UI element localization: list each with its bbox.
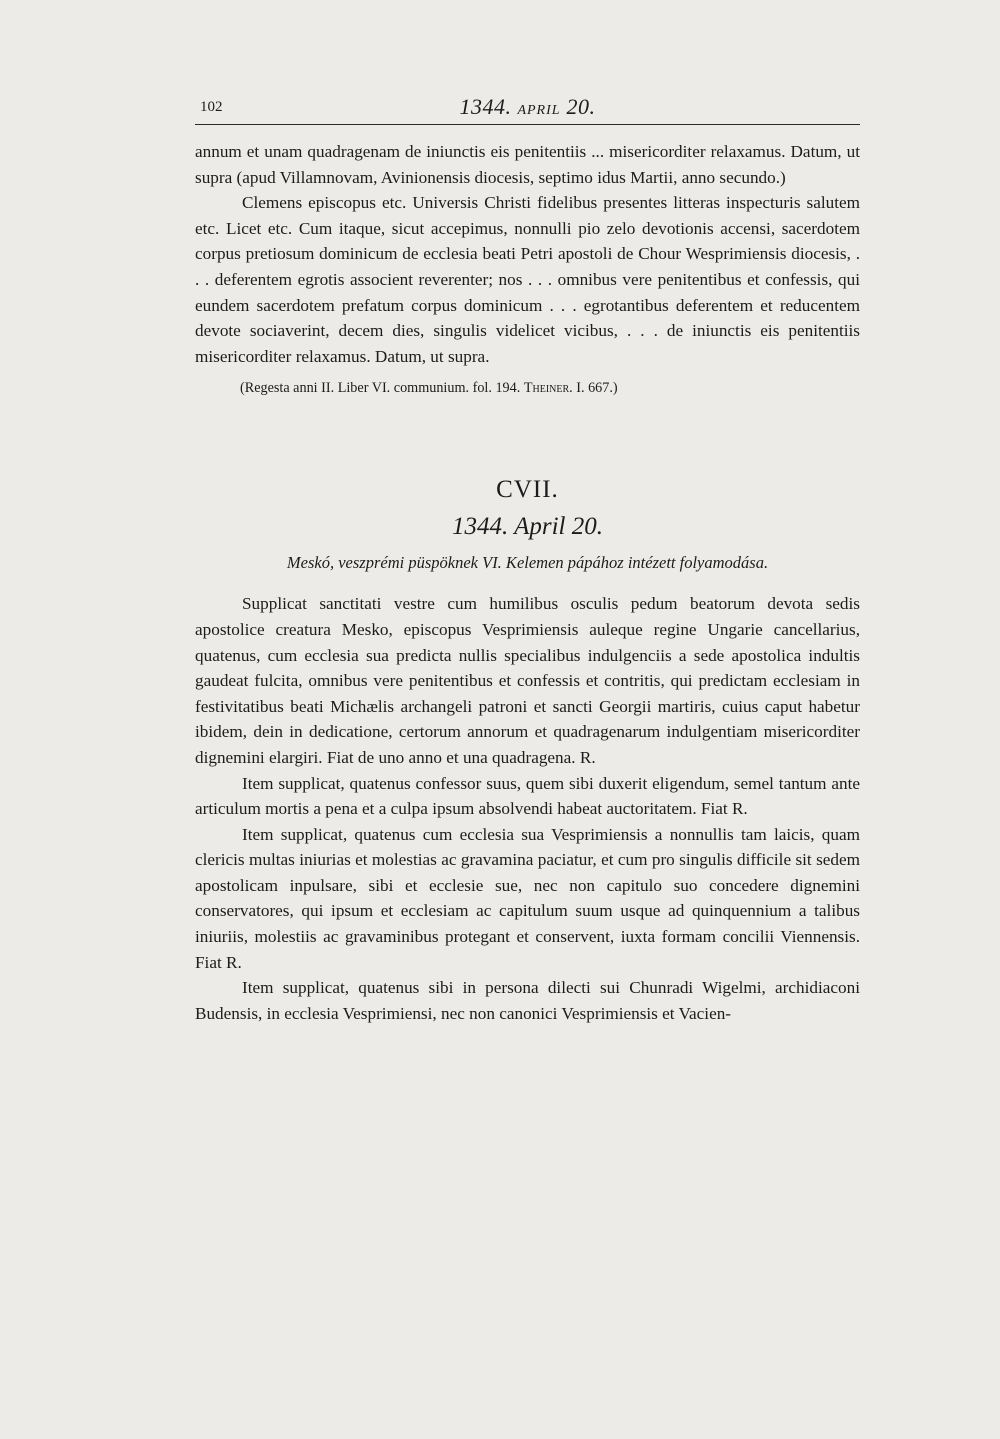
citation-ref: I. 667.) xyxy=(576,380,618,397)
running-head-month: APRIL xyxy=(517,103,561,118)
page xyxy=(195,92,860,1026)
document-number: CVII. xyxy=(496,476,559,504)
citation-text: (Regesta anni II. Liber VI. communium. fol. 194. xyxy=(240,380,521,397)
paragraph-supplicat: Supplicat sanctitati vestre cum humilibus osculis pedum beatorum devota sedis apostolice creatura Mesko, episcopus Vesprimiensis auleque regine Ungarie cancellarius, quatenus, cum ecclesia sua predicta nullis specialibus indulgenciis a sede apostolica indultis gaudeat fulcita, omnibus vere penitentibus et confessis et contritis, qui predictam ecclesiam in festivitatibus beati Michælis archangeli patroni et sancti Georgii martiris, cuius caput habetur ibidem, dein in dedicatione, certorum annorum et quadragenarum indulgentiam misericorditer dignemini elargiri. Fiat de uno anno et una quadragena. R. xyxy=(195,594,860,767)
running-head xyxy=(195,94,860,120)
citation-author: Theiner. xyxy=(523,380,573,397)
paragraph-clemens: Clemens episcopus etc. Universis Christi fidelibus presentes litteras inspecturis salutem etc. Licet etc. Cum itaque, sicut accepimus, nonnulli pio zelo devotionis accensi, sacerdotem corpus pretiosum dominicum de ecclesia beati Petri apostoli de Chour Wesprimiensis diocesis, . . . deferentem egrotis associent reverenter; nos . . . omnibus vere penitentibus et confessis, qui eundem sacerdotem prefatum corpus dominicum . . . egrotantibus deferentem et reducentem devote sociaverint, decem dies, singulis videlicet vicibus, . . . de iniunctis eis penitentiis misericorditer relaxamus. Datum, ut supra. xyxy=(195,193,860,366)
paragraph-continuation: annum et unam quadragenam de iniunctis eis penitentiis ... misericorditer relaxamus. Datum, ut supra (apud Villamnovam, Avinionensis diocesis, septimo idus Martii, anno secundo.) xyxy=(195,142,860,187)
document-summary: Meskó, veszprémi püspöknek VI. Kelemen pápához intézett folyamodása. xyxy=(286,553,769,573)
paragraph-item-confessor: Item supplicat, quatenus confessor suus, quem sibi duxerit eligendum, semel tantum ante articulum mortis a pena et a culpa ipsum absolvendi habeat auctoritatem. Fiat R. xyxy=(195,773,860,819)
document-date: 1344. April 20. xyxy=(452,513,603,541)
paragraph-item-chunradi: Item supplicat, quatenus sibi in persona dilecti sui Chunradi Wigelmi, archidiaconi Budensis, in ecclesia Vesprimiensi, nec non canonici Vesprimiensis et Vacien- xyxy=(195,978,860,1023)
page-number: 102 xyxy=(200,99,223,115)
paragraph-item-conservatores: Item supplicat, quatenus cum ecclesia sua Vesprimiensis a nonnullis tam laicis, quam clericis multas iniurias et molestias ac gravamina paciatur, et cum pro singulis difficile sit sedem apostolicam inpulsare, sibi et ecclesie sue, nec non capitulo suo concedere dignemini conservatores, qui ipsum et ecclesiam ac capitulum suum usque ad quinquennium a talibus iniuriis, molestiis ac gravaminibus protegant et conservent, iuxta formam concilii Viennensis. Fiat R. xyxy=(195,824,860,972)
running-head-day: 20. xyxy=(566,94,596,119)
citation xyxy=(240,378,860,398)
running-head-year: 1344. xyxy=(459,94,512,119)
page-header xyxy=(195,92,860,125)
